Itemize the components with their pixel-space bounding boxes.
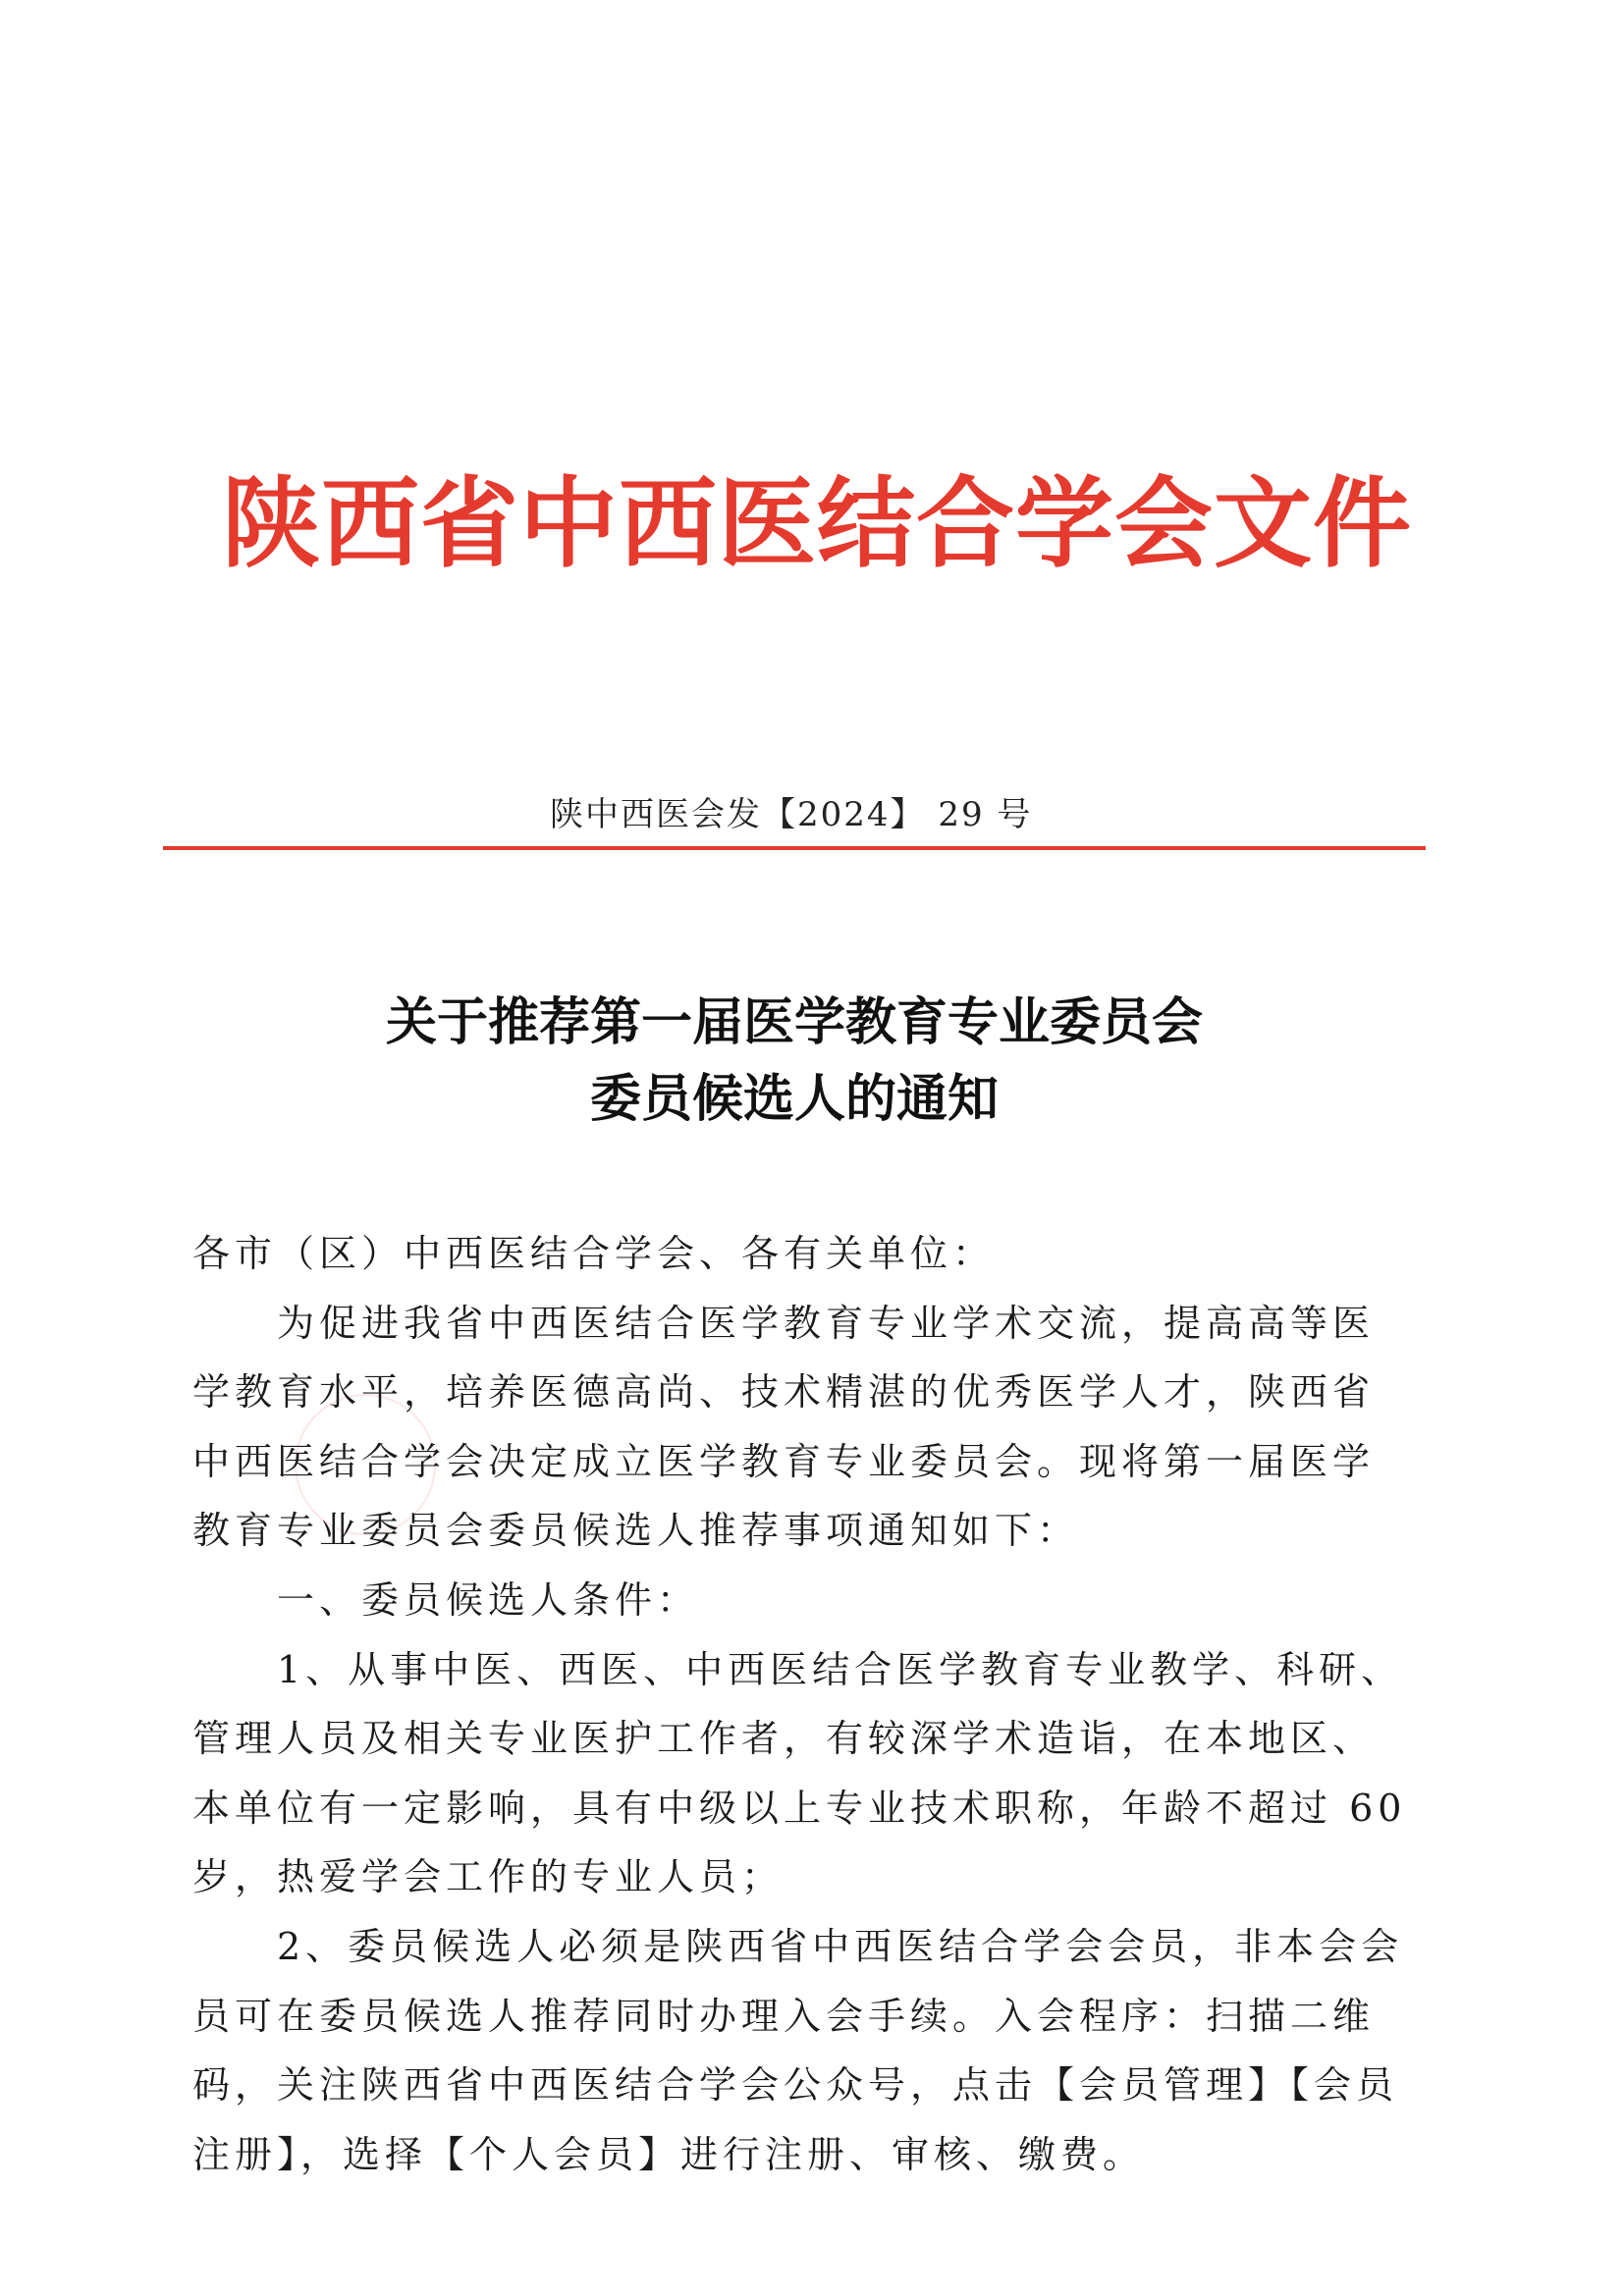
notice-title-line-1: 关于推荐第一届医学教育专业委员会 xyxy=(385,993,1203,1052)
notice-title xyxy=(163,985,1426,1138)
notice-title-line-2: 委员候选人的通知 xyxy=(589,1070,999,1129)
section-heading-1: 一、委员候选人条件： xyxy=(277,1577,700,1622)
notice-body xyxy=(192,1219,1410,2189)
condition-item-1: 1、从事中医、西医、中西医结合医学教育专业教学、科研、管理人员及相关专业医护工作者，有较深学术造诣，在本地区、本单位有一定影响，具有中级以上专业技术职称，年龄不超过 60 岁，热爱学会工作的专业人员； xyxy=(192,1647,1407,1899)
intro-paragraph: 为促进我省中西医结合医学教育专业学术交流，提高高等医学教育水平，培养医德高尚、技术精湛的优秀医学人才，陕西省中西医结合学会决定成立医学教育专业委员会。现将第一届医学教育专业委员会委员候选人推荐事项通知如下： xyxy=(192,1301,1376,1553)
salutation: 各市（区）中西医结合学会、各有关单位： xyxy=(192,1232,996,1275)
condition-item-2: 2、委员候选人必须是陕西省中西医结合学会会员，非本会会员可在委员候选人推荐同时办理入会手续。入会程序：扫描二维码，关注陕西省中西医结合学会公众号，点击【会员管理】【会员注册】，选择【个人会员】进行注册、审核、缴费。 xyxy=(192,1924,1404,2176)
org-document-header: 陕西省中西医结合学会文件 xyxy=(222,465,1412,581)
red-divider-line xyxy=(163,846,1426,850)
document-number: 陕中西医会发【2024】 29 号 xyxy=(550,795,1033,834)
